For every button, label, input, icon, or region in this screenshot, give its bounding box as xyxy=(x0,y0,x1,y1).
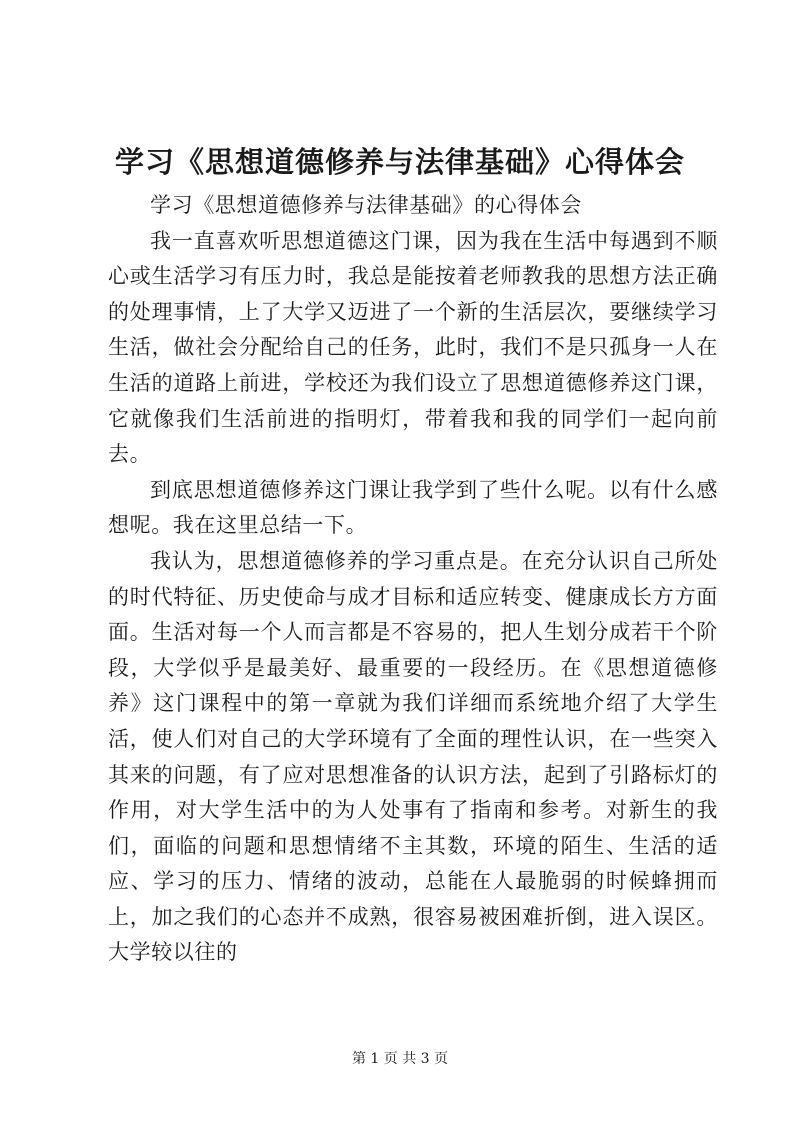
page-footer: 第 1 页 共 3 页 xyxy=(351,1051,449,1067)
body-paragraph: 到底思想道德修养这门课让我学到了些什么呢。以有什么感想呢。我在这里总结一下。 xyxy=(108,477,718,538)
subtitle-paragraph: 学习《思想道德修养与法律基础》的心得体会 xyxy=(150,193,582,217)
body-paragraph: 我一直喜欢听思想道德这门课，因为我在生活中每遇到不顺心或生活学习有压力时，我总是能按着老师教我的思想方法正确的处理事情，上了大学又迈进了一个新的生活层次，要继续学习生活，做社会分配给自己的任务，此时，我们不是只孤身一人在生活的道路上前进，学校还为我们设立了思想道德修养这门课，它就像我们生活前进的指明灯，带着我和我的同学们一起向前去。 xyxy=(108,228,718,467)
body-paragraph: 我认为，思想道德修养的学习重点是。在充分认识自己所处的时代特征、历史使命与成才目标和适应转变、健康成长方方面面。生活对每一个人而言都是不容易的，把人生划分成若干个阶段，大学似乎是最美好、最重要的一段经历。在《思想道德修养》这门课程中的第一章就为我们详细而系统地介绍了大学生活，使人们对自己的大学环境有了全面的理性认识，在一些突入其来的问题，有了应对思想准备的认识方法，起到了引路标灯的作用，对大学生活中的为人处事有了指南和参考。对新生的我们，面临的问题和思想情绪不主其数，环境的陌生、生活的适应、学习的压力、情绪的波动，总能在人最脆弱的时候蜂拥而上，加之我们的心态并不成熟，很容易被困难折倒，进入误区。大学较以往的 xyxy=(108,548,718,965)
document-title: 学习《思想道德修养与法律基础》心得体会 xyxy=(114,145,685,179)
document-body xyxy=(108,188,718,971)
